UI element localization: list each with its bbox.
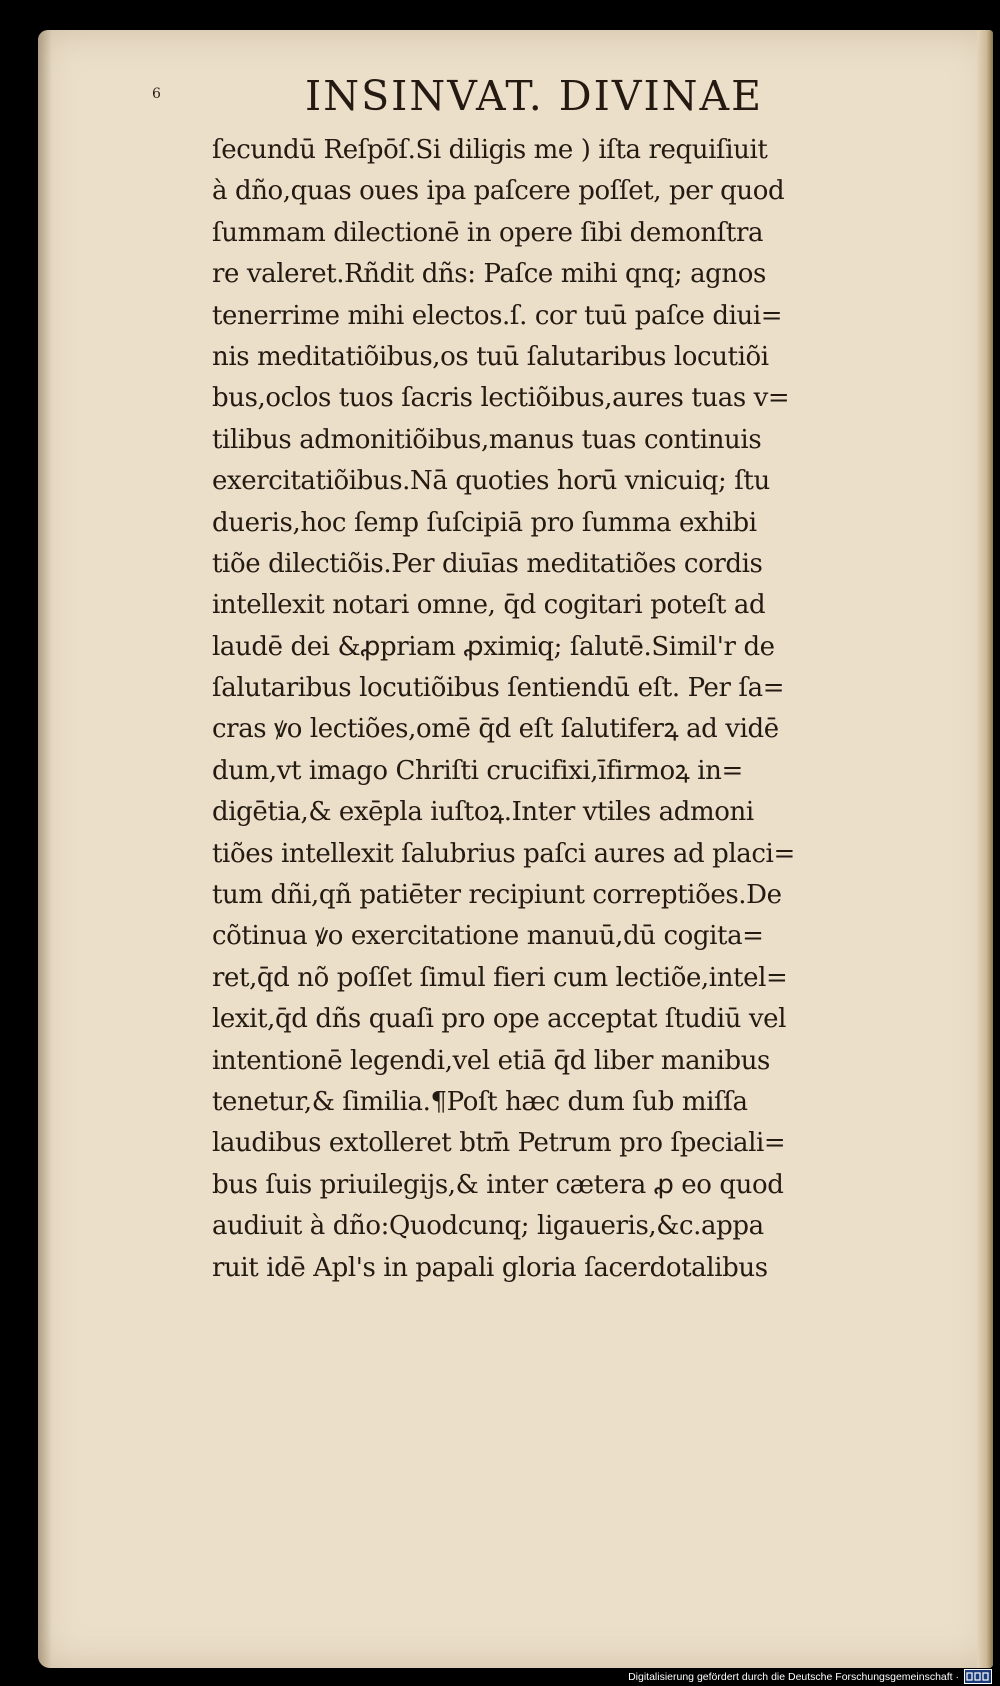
- page-number: 6: [152, 86, 161, 102]
- text-line: tilibus admonitiõibus,manus tuas continuis: [212, 424, 762, 455]
- text-line: laudibus extolleret btm̄ Petrum pro ſpeciali=: [212, 1128, 786, 1159]
- text-line: ſummam dilectionē in opere ſibi demonſtra: [212, 217, 764, 248]
- text-line: tiões intellexit ſalubrius paſci aures ad placi=: [212, 838, 795, 869]
- dfg-logo-icon: [964, 1669, 992, 1684]
- text-line: cõtinua ꝟo exercitatione manuū,dū cogita=: [212, 921, 764, 952]
- text-line: ruit idē Apl's in papali gloria ſacerdotalibus: [212, 1252, 768, 1283]
- text-line: ſecundū Reſpōſ.Si diligis me ) iſta requiſiuit: [212, 135, 768, 165]
- text-line: cras ꝟo lectiões,omē q̄d eſt ſalutiferꝝ ad vidē: [212, 714, 779, 745]
- text-line: laudē dei &ꝓpriam ꝓximiq; ſalutē.Simil'r de: [212, 631, 775, 662]
- text-line: bus ſuis priuilegijs,& inter cætera ꝓ eo quod: [212, 1169, 784, 1200]
- text-line: lexit,q̄d dñs quaſi pro ope acceptat ſtudiū vel: [212, 1004, 787, 1035]
- text-line: digētia,& exēpla iuſtoꝝ.Inter vtiles admoni: [212, 797, 754, 828]
- text-line: dum,vt imago Chriſti crucifixi,īfirmoꝝ in=: [212, 755, 743, 786]
- text-line: tiõe dilectiõis.Per diuīas meditatiões cordis: [212, 548, 763, 579]
- text-line: re valeret.Rñdit dñs: Paſce mihi qnq; agnos: [212, 259, 766, 290]
- body-text: [212, 130, 927, 1289]
- text-line: bus,oclos tuos ſacris lectiõibus,aures tuas v=: [212, 383, 790, 414]
- text-line: intentionē legendi,vel etiā q̄d liber manibus: [212, 1045, 770, 1076]
- text-line: intellexit notari omne, q̄d cogitari poteſt ad: [212, 590, 766, 621]
- text-line: tenerrime mihi electos.ſ. cor tuū paſce diui=: [212, 300, 783, 331]
- text-line: dueris,hoc ſemp ſuſcipiā pro ſumma exhibi: [212, 507, 757, 538]
- digitization-credit: [628, 1669, 992, 1684]
- credit-text: Digitalisierung gefördert durch die Deutsche Forschungsgemeinschaft ·: [628, 1670, 959, 1683]
- running-head: INSINVAT. DIVINAE: [305, 72, 764, 120]
- text-line: nis meditatiõibus,os tuū ſalutaribus locutiõi: [212, 341, 769, 372]
- text-line: à dño,quas oues ipa paſcere poſſet, per quod: [212, 176, 785, 207]
- text-line: tenetur,& ſimilia.¶Poſt hæc dum ſub miſſa: [212, 1086, 748, 1117]
- text-line: audiuit à dño:Quodcunq; ligaueris,&c.appa: [212, 1211, 764, 1242]
- text-line: ſalutaribus locutiõibus ſentiendū eſt. Per ſa=: [212, 673, 785, 704]
- text-line: exercitatiõibus.Nā quoties horū vnicuiq; ſtu: [212, 466, 770, 497]
- text-line: ret,q̄d nõ poſſet ſimul fieri cum lectiõe,intel=: [212, 962, 788, 993]
- gutter-shadow: [38, 30, 52, 1668]
- page-edge: [977, 30, 993, 1668]
- text-line: tum dñi,qñ patiēter recipiunt correptiões.De: [212, 880, 782, 911]
